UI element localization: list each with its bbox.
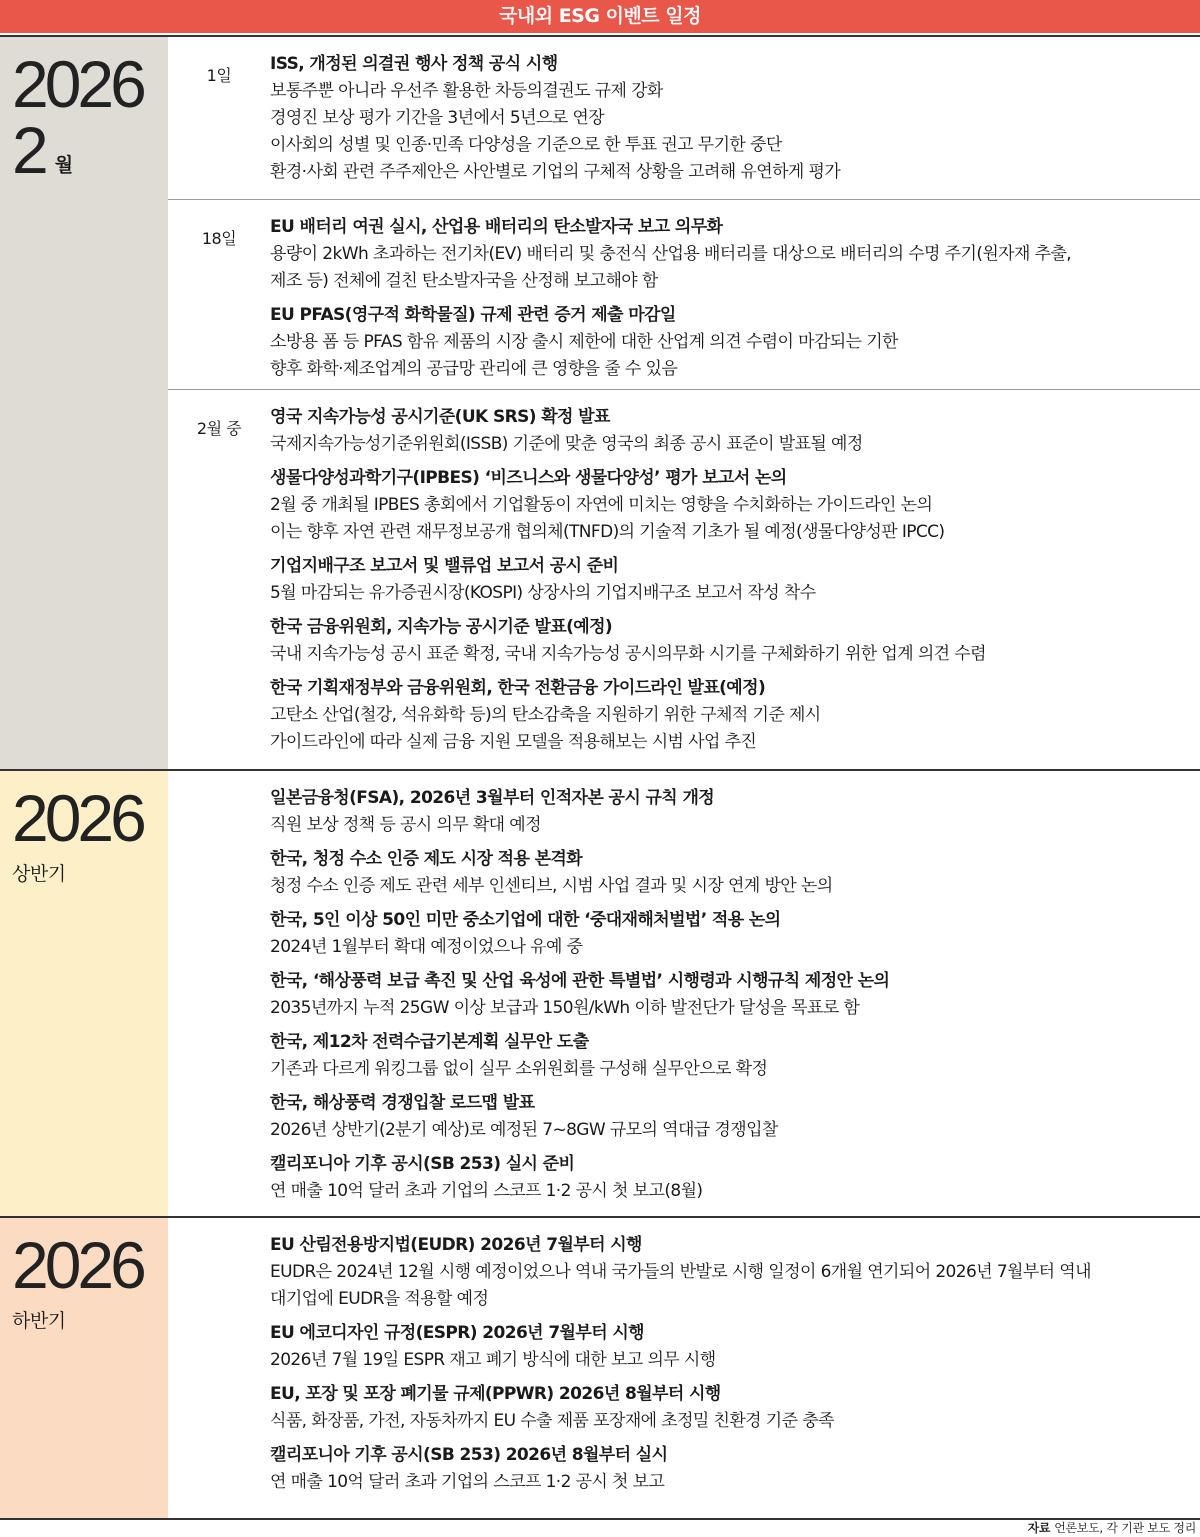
date-row — [168, 37, 1200, 199]
event-item — [270, 214, 1200, 295]
event-item — [270, 1381, 1200, 1435]
period-label — [0, 1218, 168, 1518]
period-label — [0, 37, 168, 769]
event-item — [270, 785, 1200, 839]
event-item — [270, 907, 1200, 961]
event-item — [270, 553, 1200, 607]
event-item — [270, 1442, 1200, 1496]
period-year: 2026 — [12, 1228, 143, 1302]
month-unit: 월 — [54, 154, 74, 176]
event-title: 한국, ‘해상풍력 보급 촉진 및 산업 육성에 관한 특별법’ 시행령과 시행규칙 제정안 논의 — [270, 971, 890, 991]
event-detail: 고탄소 산업(철강, 석유화학 등)의 탄소감축을 지원하기 위한 구체적 기준 제시 — [270, 705, 821, 725]
event-item — [270, 51, 1200, 186]
date-row — [168, 771, 1200, 1216]
event-title: 영국 지속가능성 공시기준(UK SRS) 확정 발표 — [270, 407, 610, 427]
event-detail: 대기업에 EUDR을 적용할 예정 — [270, 1289, 489, 1309]
event-detail: 이사회의 성별 및 인종·민족 다양성을 기준으로 한 투표 권고 무기한 중단 — [270, 135, 782, 155]
event-item — [270, 404, 1200, 458]
period-month — [12, 113, 168, 187]
period-label — [0, 771, 168, 1216]
event-title: 한국, 제12차 전력수급기본계획 실무안 도출 — [270, 1032, 589, 1052]
event-item — [270, 846, 1200, 900]
source-text: 언론보도, 각 기관 보도 정리 — [1054, 1521, 1196, 1535]
date-row — [168, 1218, 1200, 1518]
event-detail: 향후 화학·제조업계의 공급망 관리에 큰 영향을 줄 수 있음 — [270, 359, 678, 379]
event-title: EU 에코디자인 규정(ESPR) 2026년 7월부터 시행 — [270, 1323, 644, 1343]
period-year: 2026 — [12, 47, 143, 121]
section-events — [168, 1218, 1200, 1518]
section-events — [168, 37, 1200, 769]
event-title: 기업지배구조 보고서 및 밸류업 보고서 공시 준비 — [270, 556, 619, 576]
event-item — [270, 302, 1200, 383]
event-date — [168, 1232, 270, 1518]
event-detail: 2035년까지 누적 25GW 이상 보급과 150원/kWh 이하 발전단가 달성을 목표로 함 — [270, 998, 860, 1018]
event-detail: 가이드라인에 따라 실제 금융 지원 모델을 적용해보는 시범 사업 추진 — [270, 732, 757, 752]
page-title-banner — [0, 0, 1200, 33]
event-item — [270, 1090, 1200, 1144]
event-title: 한국, 해상풍력 경쟁입찰 로드맵 발표 — [270, 1093, 535, 1113]
event-title: EU 산림전용방지법(EUDR) 2026년 7월부터 시행 — [270, 1235, 642, 1255]
event-detail: 소방용 폼 등 PFAS 함유 제품의 시장 출시 제한에 대한 산업계 의견 수렴이 마감되는 기한 — [270, 332, 898, 352]
event-detail: 경영진 보상 평가 기간을 3년에서 5년으로 연장 — [270, 108, 605, 128]
event-detail: 5월 마감되는 유가증권시장(KOSPI) 상장사의 기업지배구조 보고서 작성 착수 — [270, 583, 816, 603]
event-detail: 연 매출 10억 달러 초과 기업의 스코프 1·2 공시 첫 보고(8월) — [270, 1181, 703, 1201]
period-half: 상반기 — [12, 863, 66, 885]
event-title: 한국 금융위원회, 지속가능 공시기준 발표(예정) — [270, 617, 613, 637]
period-year: 2026 — [12, 781, 143, 855]
event-item — [270, 1232, 1200, 1313]
event-detail: 기존과 다르게 워킹그룹 없이 실무 소위원회를 구성해 실무안으로 확정 — [270, 1059, 768, 1079]
source-label: 자료 — [1027, 1521, 1051, 1535]
event-title: EU 배터리 여권 실시, 산업용 배터리의 탄소발자국 보고 의무화 — [270, 217, 723, 237]
event-date — [168, 785, 270, 1216]
event-date: 1일 — [206, 66, 232, 85]
event-detail: 식품, 화장품, 가전, 자동차까지 EU 수출 제품 포장재에 초정밀 친환경 기준 충족 — [270, 1411, 834, 1431]
event-detail: 2월 중 개최될 IPBES 총회에서 기업활동이 자연에 미치는 영향을 수치화하는 가이드라인 논의 — [270, 495, 933, 515]
event-detail: 2026년 7월 19일 ESPR 재고 폐기 방식에 대한 보고 의무 시행 — [270, 1350, 716, 1370]
event-item — [270, 614, 1200, 668]
event-item — [270, 968, 1200, 1022]
event-title: 생물다양성과학기구(IPBES) ‘비즈니스와 생물다양성’ 평가 보고서 논의 — [270, 468, 787, 488]
event-detail: 청정 수소 인증 제도 관련 세부 인센티브, 시범 사업 결과 및 시장 연계 방안 논의 — [270, 876, 833, 896]
event-detail: EUDR은 2024년 12월 시행 예정이었으나 역내 국가들의 반발로 시행 일정이 6개월 연기되어 2026년 7월부터 역내 — [270, 1262, 1091, 1282]
event-detail: 국제지속가능성기준위원회(ISSB) 기준에 맞춘 영국의 최종 공시 표준이 발표될 예정 — [270, 434, 863, 454]
event-title: 일본금융청(FSA), 2026년 3월부터 인적자본 공시 규칙 개정 — [270, 788, 715, 808]
event-date: 2월 중 — [196, 419, 242, 438]
schedule-section — [0, 37, 1200, 771]
event-detail: 직원 보상 정책 등 공시 의무 확대 예정 — [270, 815, 541, 835]
date-row — [168, 389, 1200, 769]
event-title: 한국, 청정 수소 인증 제도 시장 적용 본격화 — [270, 849, 583, 869]
event-title: 캘리포니아 기후 공시(SB 253) 2026년 8월부터 실시 — [270, 1445, 668, 1465]
event-detail: 보통주뿐 아니라 우선주 활용한 차등의결권도 규제 강화 — [270, 81, 663, 101]
event-detail: 환경·사회 관련 주주제안은 사안별로 기업의 구체적 상황을 고려해 유연하게 평가 — [270, 162, 841, 182]
event-title: 한국 기획재정부와 금융위원회, 한국 전환금융 가이드라인 발표(예정) — [270, 678, 766, 698]
period-half: 하반기 — [12, 1310, 66, 1332]
source-note — [1028, 1519, 1196, 1536]
schedule-section — [0, 1218, 1200, 1520]
event-item — [270, 675, 1200, 756]
event-title: EU PFAS(영구적 화학물질) 규제 관련 증거 제출 마감일 — [270, 305, 676, 325]
event-list — [270, 214, 1200, 389]
event-list — [270, 1232, 1200, 1518]
event-detail: 이는 향후 자연 관련 재무정보공개 협의체(TNFD)의 기술적 기초가 될 예정(생물다양성판 IPCC) — [270, 522, 945, 542]
event-detail: 2026년 상반기(2분기 예상)로 예정된 7~8GW 규모의 역대급 경쟁입찰 — [270, 1120, 778, 1140]
event-item — [270, 465, 1200, 546]
schedule-section — [0, 771, 1200, 1218]
event-detail: 연 매출 10억 달러 초과 기업의 스코프 1·2 공시 첫 보고 — [270, 1472, 665, 1492]
event-list — [270, 404, 1200, 769]
event-list — [270, 51, 1200, 199]
event-title: EU, 포장 및 포장 폐기물 규제(PPWR) 2026년 8월부터 시행 — [270, 1384, 721, 1404]
event-title: 한국, 5인 이상 50인 미만 중소기업에 대한 ‘중대재해처벌법’ 적용 논의 — [270, 910, 781, 930]
event-item — [270, 1029, 1200, 1083]
event-title: 캘리포니아 기후 공시(SB 253) 실시 준비 — [270, 1154, 575, 1174]
event-detail: 국내 지속가능성 공시 표준 확정, 국내 지속가능성 공시의무화 시기를 구체화하기 위한 업계 의견 수렴 — [270, 644, 986, 664]
date-row — [168, 199, 1200, 389]
page-title: 국내외 ESG 이벤트 일정 — [499, 5, 701, 27]
event-title: ISS, 개정된 의결권 행사 정책 공식 시행 — [270, 54, 558, 74]
month-number: 2 — [12, 113, 45, 187]
event-item — [270, 1320, 1200, 1374]
section-events — [168, 771, 1200, 1216]
event-date: 18일 — [201, 229, 237, 248]
schedule-table — [0, 35, 1200, 1520]
event-detail: 2024년 1월부터 확대 예정이었으나 유예 중 — [270, 937, 583, 957]
event-detail: 제조 등) 전체에 걸친 탄소발자국을 산정해 보고해야 함 — [270, 271, 658, 291]
event-list — [270, 785, 1200, 1216]
event-item — [270, 1151, 1200, 1205]
event-detail: 용량이 2kWh 초과하는 전기차(EV) 배터리 및 충전식 산업용 배터리를 대상으로 배터리의 수명 주기(원자재 추출, — [270, 244, 1072, 264]
